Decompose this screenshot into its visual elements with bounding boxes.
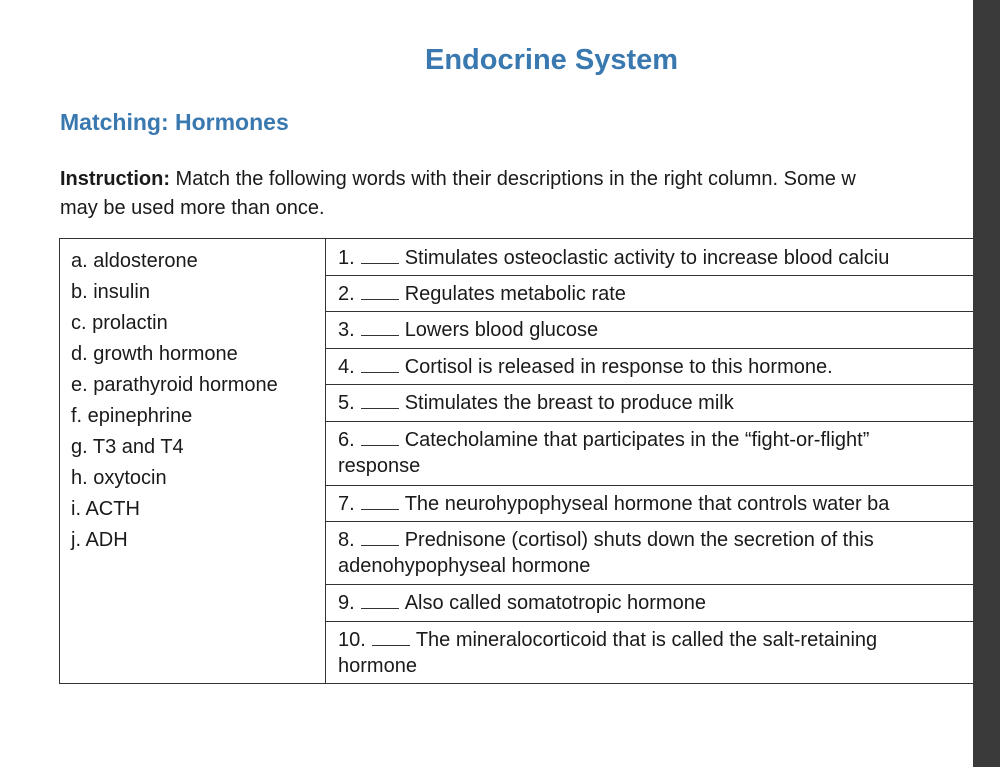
description-row (326, 522, 1000, 585)
item-number: 3. (338, 319, 355, 341)
description-text: The neurohypophyseal hormone that controls water ba (404, 493, 890, 515)
answer-blank[interactable] (361, 392, 399, 409)
description-text: Stimulates osteoclastic activity to increase blood calciu (404, 247, 890, 269)
word-item: j. ADH (71, 529, 128, 551)
word-item: b. insulin (71, 281, 150, 303)
answer-blank[interactable] (361, 247, 399, 264)
word-item: h. oxytocin (71, 467, 167, 489)
answer-blank[interactable] (372, 629, 410, 646)
description-row (326, 622, 1000, 685)
description-text: Prednisone (cortisol) shuts down the secretion of this (404, 529, 874, 551)
answer-blank[interactable] (361, 529, 399, 546)
description-row (326, 239, 1000, 276)
item-number: 10. (338, 629, 366, 651)
answer-blank[interactable] (361, 319, 399, 336)
description-text-continued: hormone (338, 655, 417, 677)
word-item: i. ACTH (71, 498, 140, 520)
word-item: e. parathyroid hormone (71, 374, 278, 396)
matching-table (59, 238, 1000, 684)
answer-blank[interactable] (361, 429, 399, 446)
answer-blank[interactable] (361, 493, 399, 510)
answer-blank[interactable] (361, 356, 399, 373)
answer-blank[interactable] (361, 283, 399, 300)
description-text: Also called somatotropic hormone (404, 592, 706, 614)
instruction-line-2: may be used more than once. (60, 197, 325, 219)
section-title: Matching: Hormones (60, 109, 289, 135)
description-row (326, 312, 1000, 349)
description-row (326, 349, 1000, 385)
page-title: Endocrine System (425, 44, 679, 76)
item-number: 2. (338, 283, 355, 305)
item-number: 4. (338, 356, 355, 378)
description-text: The mineralocorticoid that is called the salt-retaining (415, 629, 878, 651)
word-item: f. epinephrine (71, 405, 193, 427)
description-row (326, 486, 1000, 522)
description-text: Catecholamine that participates in the “fight-or-flight” (404, 429, 870, 451)
instruction-paragraph (60, 165, 1000, 223)
description-row (326, 422, 1000, 486)
descriptions-column (326, 239, 1000, 683)
item-number: 1. (338, 247, 355, 269)
description-text: Stimulates the breast to produce milk (404, 392, 734, 414)
description-text-continued: response (338, 455, 421, 477)
word-item: g. T3 and T4 (71, 436, 184, 458)
description-row (326, 585, 1000, 622)
description-text: Cortisol is released in response to this hormone. (404, 356, 833, 378)
description-text: Regulates metabolic rate (404, 283, 626, 305)
word-bank-column (60, 239, 326, 683)
word-item: c. prolactin (71, 312, 168, 334)
instruction-text-1: Match the following words with their descriptions in the right column. Some w (170, 168, 856, 190)
item-number: 7. (338, 493, 355, 515)
answer-blank[interactable] (361, 592, 399, 609)
dark-edge-bar (973, 0, 1000, 767)
instruction-label: Instruction: (60, 168, 170, 190)
description-row (326, 276, 1000, 312)
item-number: 6. (338, 429, 355, 451)
item-number: 9. (338, 592, 355, 614)
item-number: 5. (338, 392, 355, 414)
item-number: 8. (338, 529, 355, 551)
description-text-continued: adenohypophyseal hormone (338, 555, 591, 577)
description-text: Lowers blood glucose (404, 319, 599, 341)
word-item: d. growth hormone (71, 343, 238, 365)
instruction-line-1 (60, 165, 1000, 194)
description-row (326, 385, 1000, 422)
word-item: a. aldosterone (71, 250, 198, 272)
